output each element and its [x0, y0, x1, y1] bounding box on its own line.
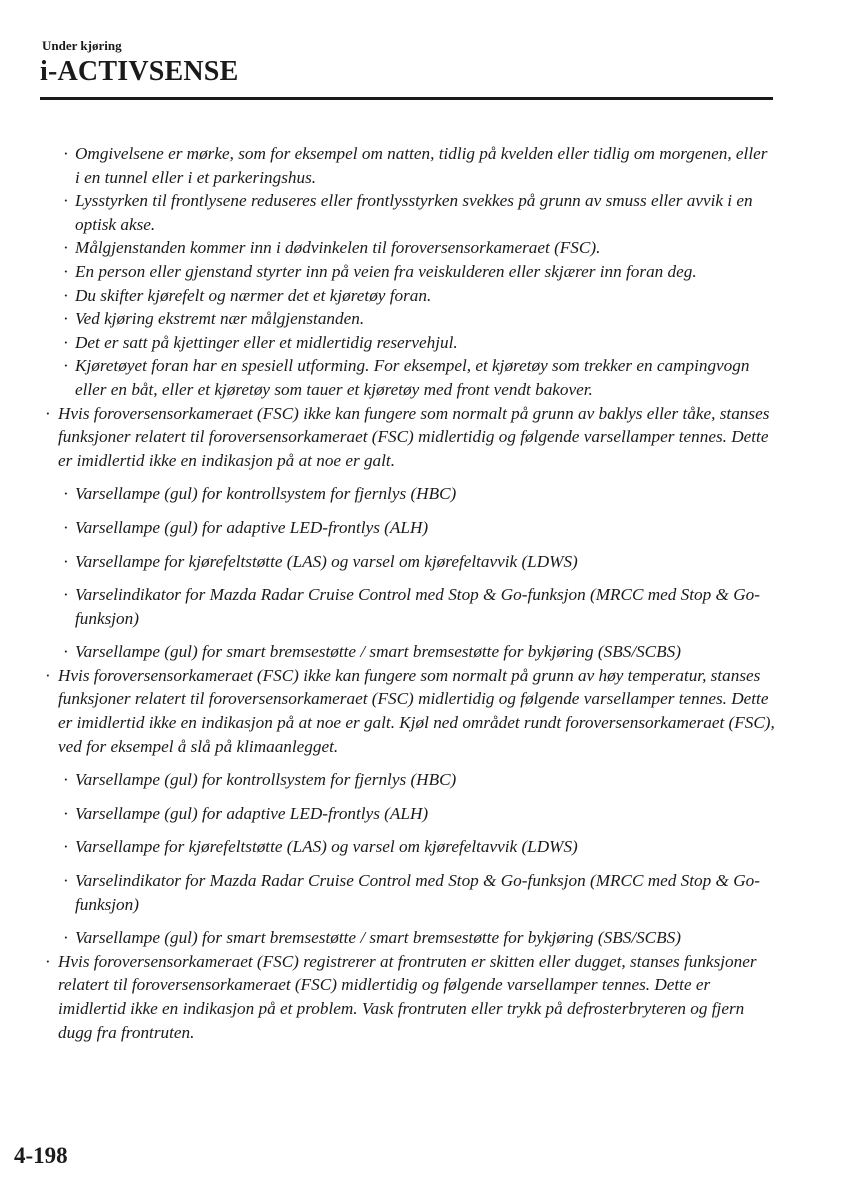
bullet-icon: ·: [63, 837, 69, 857]
condition-item: [63, 189, 775, 236]
page-title: i-ACTIVSENSE: [40, 56, 239, 87]
bullet-icon: ·: [45, 665, 51, 685]
bullet-icon: ·: [63, 551, 69, 571]
warning-lamp-item: [63, 482, 775, 506]
condition-item: [63, 260, 775, 284]
condition-item: [63, 354, 775, 401]
warning-lamp-text: Varsellampe (gul) for smart bremsestøtte / smart bremsestøtte for bykjøring (SBS/SCBS): [75, 928, 681, 948]
condition-text: Omgivelsene er mørke, som for eksempel om natten, tidlig på kvelden eller tidlig om morgenen, eller i en tunnel eller i et parkeringshus.: [75, 144, 768, 187]
bullet-icon: ·: [45, 403, 51, 423]
bullet-icon: ·: [63, 585, 69, 605]
warning-lamp-item: [63, 516, 775, 540]
bullet-icon: ·: [63, 238, 69, 258]
bullet-icon: ·: [63, 309, 69, 329]
condition-text: Du skifter kjørefelt og nærmer det et kjøretøy foran.: [75, 285, 432, 305]
warning-lamp-text: Varsellampe for kjørefeltstøtte (LAS) og varsel om kjørefeltavvik (LDWS): [75, 551, 578, 571]
page-content: [0, 142, 847, 1044]
warning-lamp-item: [63, 583, 775, 630]
main-paragraph-text: Hvis foroversensorkameraet (FSC) registrerer at frontruten er skitten eller dugget, stanses funksjoner relatert til foroversensorkameraet (FSC) midlertidig og følgende varsellamper tennes. Dette er imidlertid ikke en indikasjon på et problem. Vask frontruten eller trykk på defrosterbryteren og fjern dugg fra frontruten.: [58, 951, 757, 1042]
condition-item: [63, 236, 775, 260]
bullet-icon: ·: [63, 770, 69, 790]
warning-lamp-text: Varsellampe (gul) for smart bremsestøtte / smart bremsestøtte for bykjøring (SBS/SCBS): [75, 642, 681, 662]
warning-lamp-text: Varselindikator for Mazda Radar Cruise Control med Stop & Go-funksjon (MRCC med Stop & Go-funksjon): [75, 871, 760, 914]
main-paragraph-text: Hvis foroversensorkameraet (FSC) ikke kan fungere som normalt på grunn av baklys eller tåke, stanses funksjoner relatert til foroversensorkameraet (FSC) midlertidig og følgende varsellamper tennes. Dette er imidlertid ikke en indikasjon på at noe er galt.: [58, 403, 770, 470]
bullet-icon: ·: [63, 928, 69, 948]
warning-lamp-item: [63, 835, 775, 859]
bullet-icon: ·: [63, 144, 69, 163]
bullet-icon: ·: [63, 191, 69, 211]
bullet-icon: ·: [63, 484, 69, 504]
warning-lamp-item: [63, 768, 775, 792]
bullet-icon: ·: [63, 642, 69, 662]
warning-lamp-item: [63, 802, 775, 826]
bullet-icon: ·: [63, 285, 69, 305]
condition-text: Det er satt på kjettinger eller et midlertidig reservehjul.: [75, 332, 458, 352]
warning-lamp-text: Varsellampe (gul) for adaptive LED-frontlys (ALH): [75, 517, 429, 537]
condition-item: [63, 307, 775, 331]
warning-lamp-text: Varselindikator for Mazda Radar Cruise Control med Stop & Go-funksjon (MRCC med Stop & Go-funksjon): [75, 585, 760, 628]
bullet-icon: ·: [63, 517, 69, 537]
condition-item: [63, 331, 775, 355]
condition-item: [63, 142, 775, 189]
warning-lamp-text: Varsellampe (gul) for kontrollsystem for fjernlys (HBC): [75, 770, 457, 790]
bullet-icon: ·: [63, 332, 69, 352]
title-rule: [40, 97, 773, 100]
warning-lamp-item: [63, 550, 775, 574]
condition-text: Ved kjøring ekstremt nær målgjenstanden.: [75, 309, 365, 329]
condition-text: Målgjenstanden kommer inn i dødvinkelen til foroversensorkameraet (FSC).: [75, 238, 601, 258]
bullet-icon: ·: [63, 803, 69, 823]
warning-lamp-text: Varsellampe (gul) for kontrollsystem for fjernlys (HBC): [75, 484, 457, 504]
warning-lamp-text: Varsellampe (gul) for adaptive LED-frontlys (ALH): [75, 803, 429, 823]
main-paragraph: [45, 402, 776, 473]
page-number: 4-198: [14, 1143, 68, 1168]
condition-item: [63, 284, 775, 308]
bullet-icon: ·: [63, 261, 69, 281]
warning-lamp-text: Varsellampe for kjørefeltstøtte (LAS) og varsel om kjørefeltavvik (LDWS): [75, 837, 578, 857]
section-label: Under kjøring: [42, 38, 122, 53]
condition-text: En person eller gjenstand styrter inn på veien fra veiskulderen eller skjærer inn foran deg.: [75, 261, 697, 281]
bullet-icon: ·: [63, 871, 69, 891]
condition-text: Kjøretøyet foran har en spesiell utforming. For eksempel, et kjøretøy som trekker en campingvogn eller en båt, eller et kjøretøy som tauer et kjøretøy med front vendt bakover.: [75, 356, 750, 399]
bullet-icon: ·: [45, 951, 51, 971]
bullet-icon: ·: [63, 356, 69, 376]
main-paragraph: [45, 950, 776, 1044]
main-paragraph-text: Hvis foroversensorkameraet (FSC) ikke kan fungere som normalt på grunn av høy temperatur, stanses funksjoner relatert til foroversensorkameraet (FSC) midlertidig og følgende varsellamper tennes. Dette er imidlertid ikke en indikasjon på at noe er galt. Kjøl ned området rundt foroversensorkameraet (FSC), ved for eksempel å slå på klimaanlegget.: [58, 665, 775, 756]
warning-lamp-item: [63, 869, 775, 916]
condition-text: Lysstyrken til frontlysene reduseres eller frontlysstyrken svekkes på grunn av smuss eller avvik i en optisk akse.: [75, 191, 753, 234]
warning-lamp-item: [63, 640, 775, 664]
warning-lamp-item: [63, 926, 775, 950]
main-paragraph: [45, 664, 776, 758]
